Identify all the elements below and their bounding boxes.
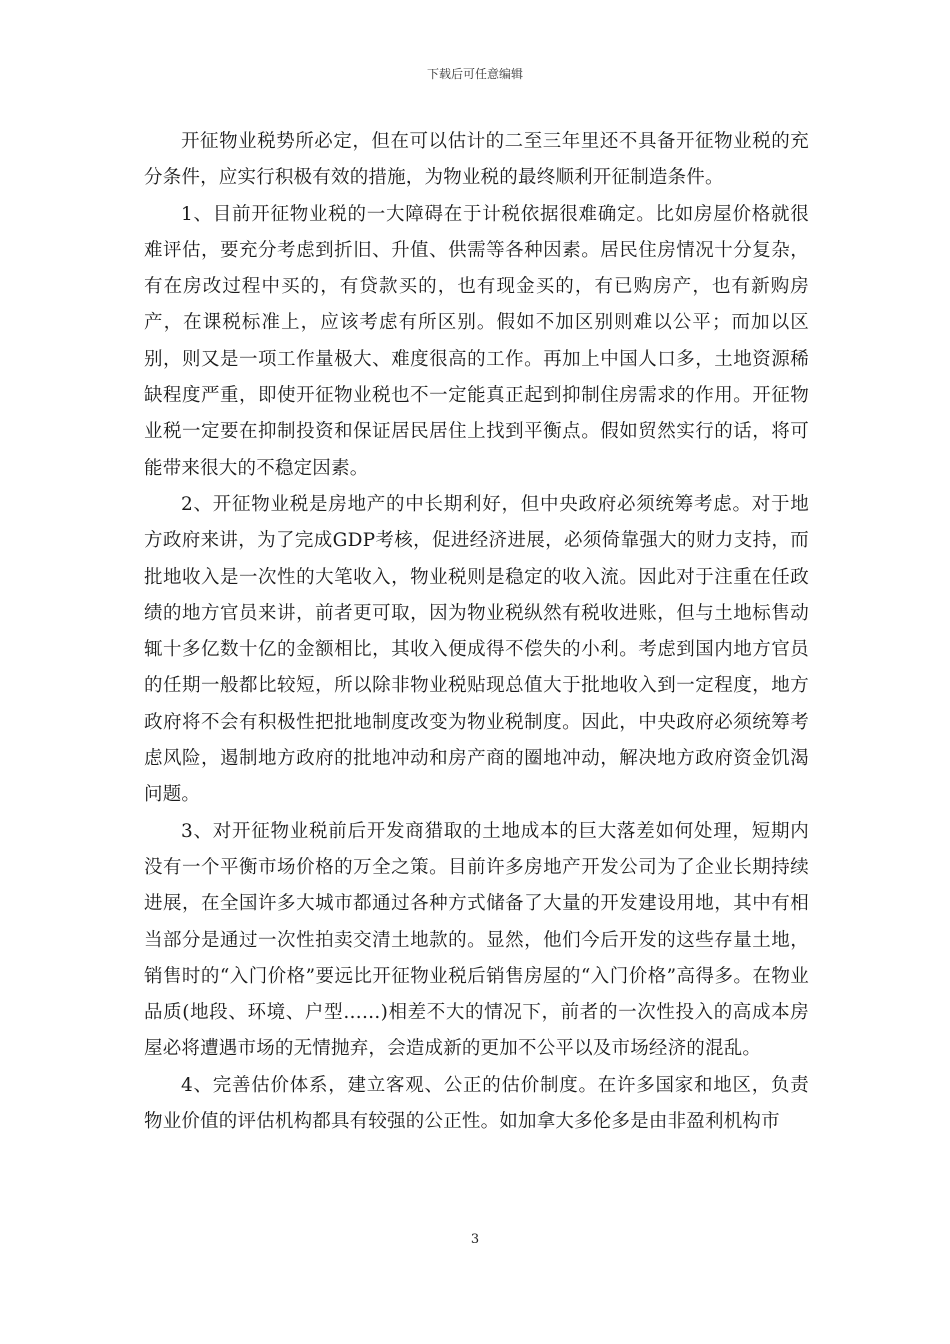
paragraph-intro: 开征物业税势所必定，但在可以估计的二至三年里还不具备开征物业税的充分条件，应实行积极有效的措施，为物业税的最终顺利开征制造条件。 (144, 131, 809, 189)
paragraph-point-4: 4、完善估价体系，建立客观、公正的估价制度。在许多国家和地区，负责物业价值的评估机构都具有较强的公正性。如加拿大多伦多是由非盈利机构市 (144, 1074, 809, 1133)
paragraph-point-2: 2、开征物业税是房地产的中长期利好，但中央政府必须统筹考虑。对于地方政府来讲，为了完成GDP考核，促进经济进展，必须倚靠强大的财力支持，而批地收入是一次性的大笔收入，物业税则是稳定的收入流。因此对于注重在任政绩的地方官员来讲，前者更可取，因为物业税纵然有税收进账，但与土地标售动辄十多亿数十亿的金额相比，其收入便成得不偿失的小利。考虑到国内地方官员的任期一般都比较短，所以除非物业税贴现总值大于批地收入到一定程度，地方政府将不会有积极性把批地制度改变为物业税制度。因此，中央政府必须统筹考虑风险，遏制地方政府的批地冲动和房产商的圈地冲动，解决地方政府资金饥渴问题。 (144, 493, 809, 806)
document-body (144, 124, 809, 1140)
paragraph-point-3: 3、对开征物业税前后开发商猎取的土地成本的巨大落差如何处理，短期内没有一个平衡市场价格的万全之策。目前许多房地产开发公司为了企业长期持续进展，在全国许多大城市都通过各种方式储备了大量的开发建设用地，其中有相当部分是通过一次性拍卖交清土地款的。显然，他们今后开发的这些存量土地，销售时的“入门价格”要远比开征物业税后销售房屋的“入门价格”高得多。在物业品质(地段、环境、户型……)相差不大的情况下，前者的一次性投入的高成本房屋必将遭遇市场的无情抛弃，会造成新的更加不公平以及市场经济的混乱。 (144, 820, 809, 1060)
page-number: 3 (470, 1232, 480, 1247)
page-header: 下载后可任意编辑 (426, 67, 523, 81)
paragraph-point-1: 1、目前开征物业税的一大障碍在于计税依据很难确定。比如房屋价格就很难评估，要充分考虑到折旧、升值、供需等各种因素。居民住房情况十分复杂，有在房改过程中买的，有贷款买的，也有现金买的，有已购房产，也有新购房产，在课税标准上，应该考虑有所区别。假如不加区别则难以公平；而加以区别，则又是一项工作量极大、难度很高的工作。再加上中国人口多，土地资源稀缺程度严重，即使开征物业税也不一定能真正起到抑制住房需求的作用。开征物业税一定要在抑制投资和保证居民居住上找到平衡点。假如贸然实行的话，将可能带来很大的不稳定因素。 (144, 203, 809, 479)
